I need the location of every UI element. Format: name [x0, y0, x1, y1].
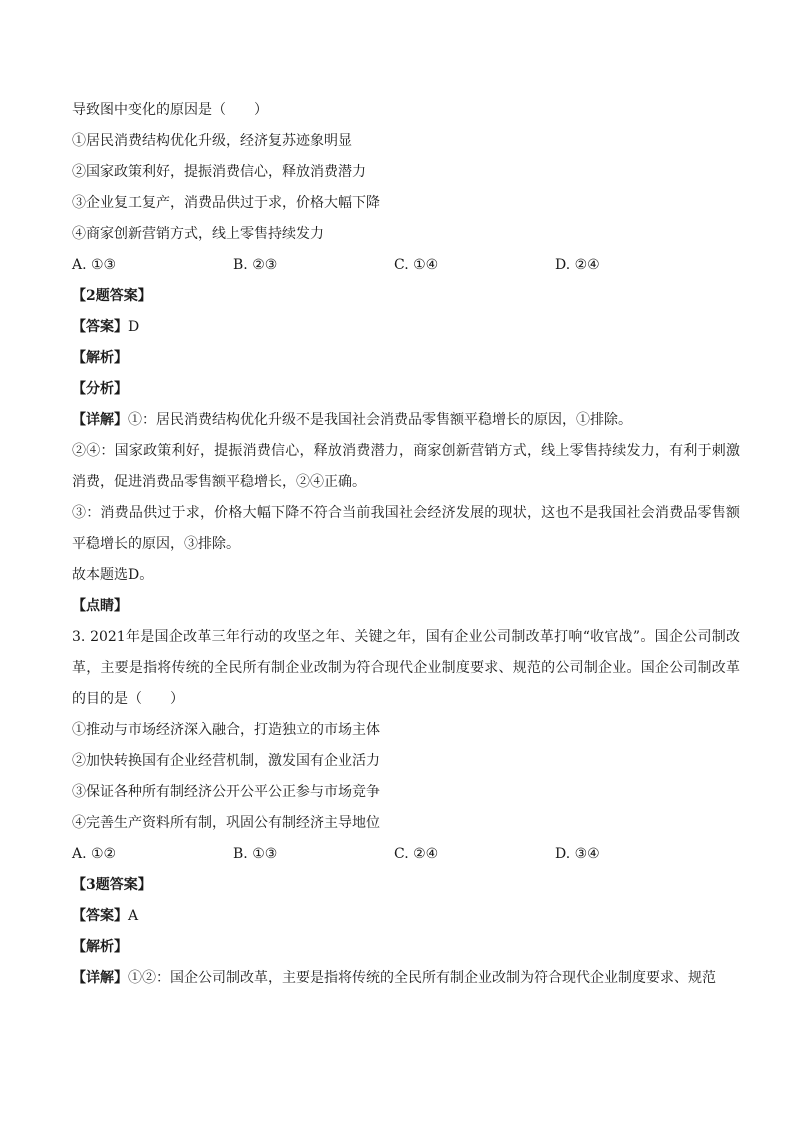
q3-option-a: A. ①② [72, 846, 117, 862]
q3-stem: 3. 2021年是国企改革三年行动的攻坚之年、关键之年，国有企业公司制改革打响“收官战”。国企公司制改革，主要是指将传统的全民所有制企业改制为符合现代企业制度要求、规范的公司制企业。国企公司制改革的目的是（ ） [72, 629, 740, 707]
q3-option-b: B. ①③ [233, 846, 278, 862]
q2-detail-1 [72, 405, 740, 436]
q3-option-d: D. ③④ [555, 846, 600, 862]
q3-answer [72, 901, 740, 932]
q2-option-c: C. ①④ [394, 257, 439, 273]
q2-detail-1-text: ①：居民消费结构优化升级不是我国社会消费品零售额平稳增长的原因，①排除。 [128, 412, 632, 428]
q3-answer-header: 【3题答案】 [72, 877, 152, 893]
q2-answer-label: 【答案】 [72, 319, 128, 335]
q2-analysis-label: 【解析】 [72, 350, 128, 366]
q2-answer [72, 312, 740, 343]
q3-item-4: ④完善生产资料所有制，巩固公有制经济主导地位 [72, 815, 380, 831]
q2-stem: 导致图中变化的原因是（ ） [72, 102, 268, 118]
q2-detail-label: 【详解】 [72, 412, 128, 428]
q2-option-d: D. ②④ [555, 257, 600, 273]
q3-item-3: ③保证各种所有制经济公开公平公正参与市场竞争 [72, 784, 380, 800]
q3-detail-label: 【详解】 [72, 970, 128, 986]
q2-answer-value: D [128, 319, 140, 335]
q2-answer-header: 【2题答案】 [72, 288, 152, 304]
q2-item-2: ②国家政策利好，提振消费信心，释放消费潜力 [72, 164, 366, 180]
q2-item-3: ③企业复工复产，消费品供过于求，价格大幅下降 [72, 195, 380, 211]
q3-detail-1 [72, 963, 740, 994]
q3-item-1: ①推动与市场经济深入融合，打造独立的市场主体 [72, 722, 380, 738]
q2-fenxi-label: 【分析】 [72, 381, 128, 397]
q2-option-b: B. ②③ [233, 257, 278, 273]
q2-item-1: ①居民消费结构优化升级，经济复苏迹象明显 [72, 133, 352, 149]
q2-detail-3: ③：消费品供过于求，价格大幅下降不符合当前我国社会经济发展的现状，这也不是我国社会消费品零售额平稳增长的原因，③排除。 [72, 505, 740, 552]
q3-detail-1-text: ①②：国企公司制改革，主要是指将传统的全民所有制企业改制为符合现代企业制度要求、规范 [128, 970, 716, 986]
q3-answer-label: 【答案】 [72, 908, 128, 924]
q3-options [72, 839, 740, 870]
q2-item-4: ④商家创新营销方式，线上零售持续发力 [72, 226, 324, 242]
q2-detail-2: ②④：国家政策利好，提振消费信心，释放消费潜力，商家创新营销方式，线上零售持续发力，有利于刺激消费，促进消费品零售额平稳增长，②④正确。 [72, 443, 740, 490]
q2-option-a: A. ①③ [72, 257, 117, 273]
q3-option-c: C. ②④ [394, 846, 439, 862]
q2-dianjing-label: 【点睛】 [72, 598, 128, 614]
q3-analysis-label: 【解析】 [72, 939, 128, 955]
q2-options [72, 250, 740, 281]
q2-conclusion: 故本题选D。 [72, 567, 154, 583]
document-page [72, 95, 740, 994]
q3-answer-value: A [128, 908, 139, 924]
q3-item-2: ②加快转换国有企业经营机制，激发国有企业活力 [72, 753, 380, 769]
